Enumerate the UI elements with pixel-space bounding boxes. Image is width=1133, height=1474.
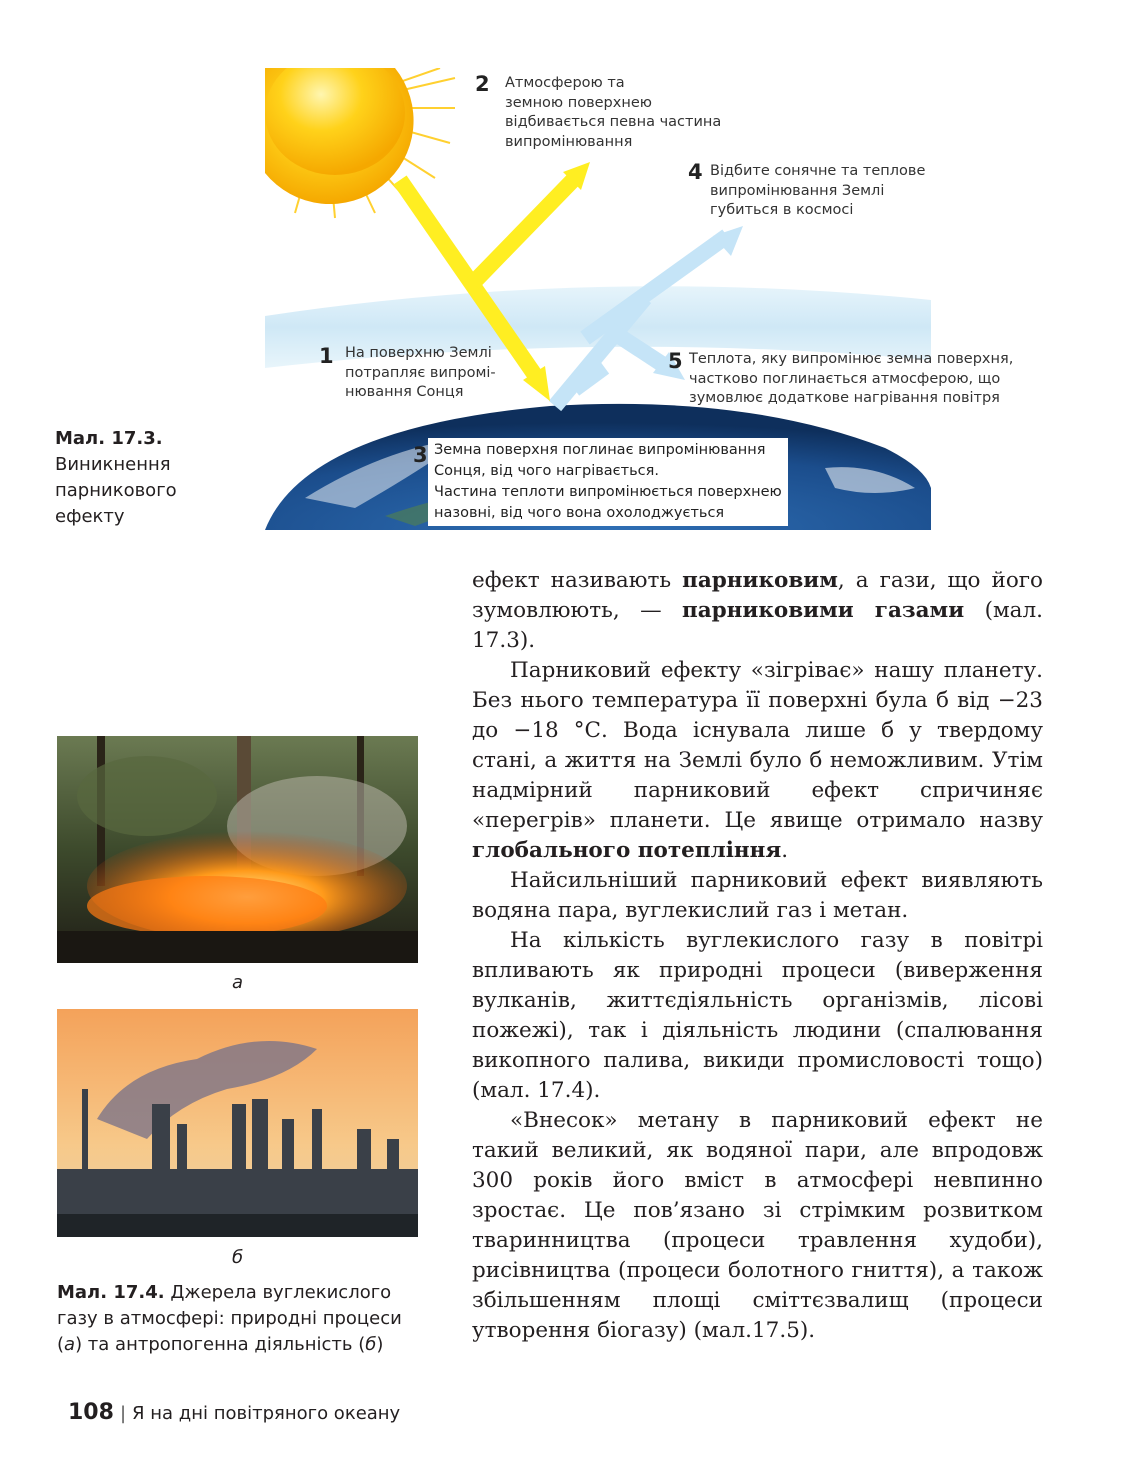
section-title: Я на дні повітряного океану (132, 1403, 401, 1424)
figure-caption-17-4 (57, 1280, 422, 1358)
photo-b-label: б (232, 1247, 244, 1268)
caption-text: Виникнення парникового ефекту (55, 454, 177, 527)
caption-title: Мал. 17.4. (57, 1282, 165, 1303)
caption-text: Джерела вуглекислого газу в атмосфері: природні процеси ( (57, 1282, 402, 1355)
caption-mid: ) та антропогенна діяльність ( (75, 1334, 366, 1355)
page-number: 108 (68, 1400, 114, 1425)
label-5-number: 5 (668, 349, 683, 373)
paragraph-1: ефект називають парниковим, а гази, що його зумовлюють, — парниковими газами (мал. 17.3). (472, 568, 1043, 653)
label-1-text: На поверхню Землі потрапляє випромі- нювання Сонця (345, 345, 496, 400)
paragraph-3: Найсильніший парниковий ефект виявляють водяна пара, вуглекислий газ і метан. (472, 868, 1043, 923)
caption-a: а (64, 1334, 76, 1355)
caption-b: б (365, 1334, 377, 1355)
label-2-number: 2 (475, 72, 490, 96)
figure-caption-17-3 (55, 426, 255, 530)
greenhouse-diagram (265, 68, 1014, 530)
label-3-number: 3 (413, 443, 428, 467)
photo-a-label: а (232, 972, 244, 993)
caption-end: ) (376, 1334, 384, 1355)
main-text (472, 566, 1043, 1346)
label-3-text: Земна поверхня поглинає випромінювання Сонця, від чого нагрівається. Частина теплоти випромінюється поверхнею назовні, від чого вона охолоджується (428, 438, 788, 526)
forest-fire-photo (57, 736, 418, 963)
industrial-plant-photo (57, 1009, 418, 1237)
label-1-number: 1 (319, 344, 334, 368)
label-2-text: Атмосферою та земною поверхнею відбивається певна частина випромінювання (505, 75, 722, 150)
label-4-number: 4 (688, 160, 703, 184)
paragraph-5: «Внесок» метану в парниковий ефект не такий великий, як водяної пари, але впродовж 300 років його вміст в атмосфері невпинно зростає. Це пов’язано зі стрімким розвитком тваринництва (процеси травлення худоби), рисівництва (процеси болотного гниття), а також збільшенням площі сміттєзвалищ (процеси утворення біогазу) (мал.17.5). (472, 1108, 1043, 1343)
label-4-text: Відбите сонячне та теплове випромінювання Землі губиться в космосі (710, 163, 926, 218)
label-5-text: Теплота, яку випромінює земна поверхня, частково поглинається атмосферою, що зумовлює додаткове нагрівання повітря (689, 351, 1014, 406)
paragraph-2: Парниковий ефекту «зігріває» нашу планету. Без нього температура її поверхні була б від −23 до −18 °С. Вода існувала лише б у твердому стані, а життя на Землі було б неможливим. Утім надмірний парниковий ефект спричиняє «перегрів» планети. Це явище отримало назву глобального потепління. (472, 658, 1043, 863)
caption-title: Мал. 17.3. (55, 428, 163, 449)
page-footer: 108 | Я на дні повітряного океану (68, 1400, 401, 1425)
paragraph-4: На кількість вуглекислого газу в повітрі впливають як природні процеси (виверження вулканів, життєдіяльність організмів, лісові пожежі), так і діяльність людини (спалювання викопного палива, викиди промисловості тощо) (мал. 17.4). (472, 928, 1043, 1103)
